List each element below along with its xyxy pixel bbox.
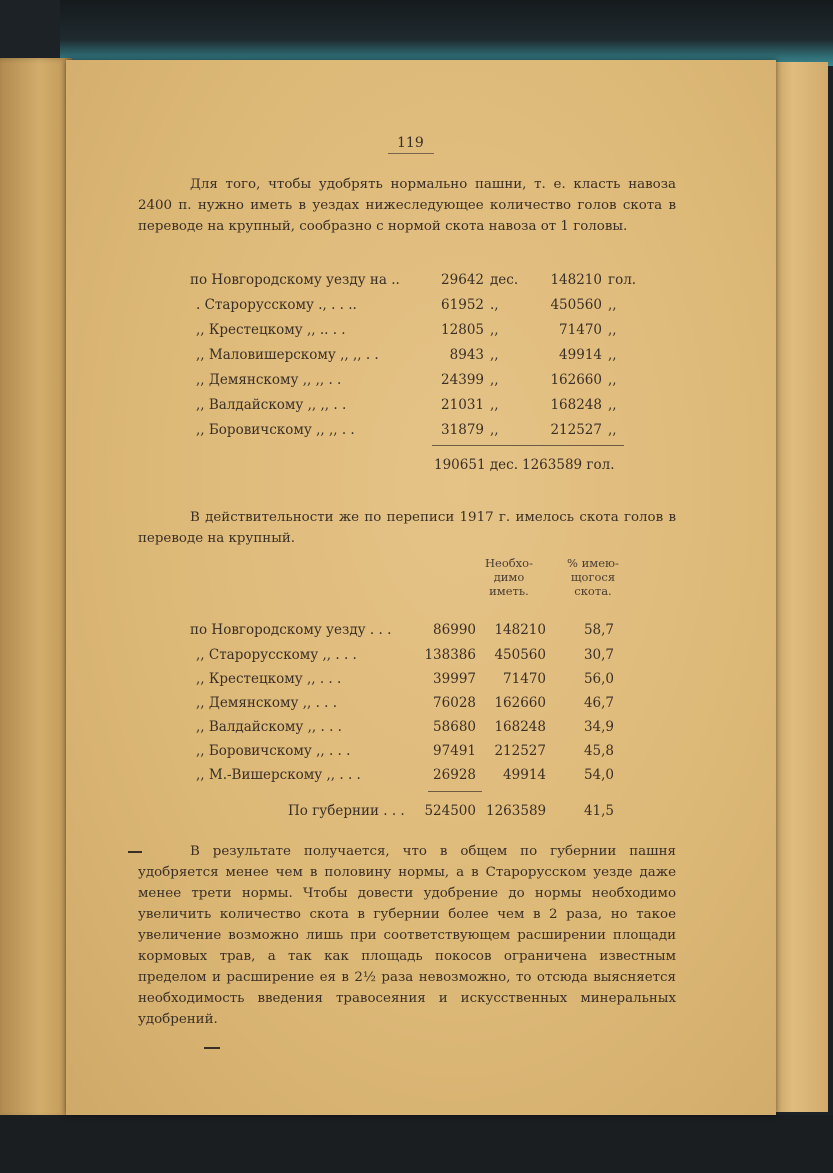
row-label: ,, М.-Вишерскому ,, . . . — [196, 767, 361, 783]
row-percent: 56,0 — [583, 671, 614, 687]
row-heads-unit: ,, — [608, 297, 617, 313]
book-binding-top — [60, 0, 833, 66]
row-label: ,, Маловишерскому ,, ,, . . — [196, 347, 379, 363]
background-bottom — [0, 1115, 833, 1173]
row-label: . Старорусскому ., . . .. — [196, 297, 357, 313]
row-area: 21031 — [441, 397, 484, 413]
table-total-area: 190651 дес. — [434, 457, 518, 473]
page-number: 119 — [397, 135, 424, 151]
row-area-unit: ,, — [490, 322, 499, 338]
row-percent: 54,0 — [583, 767, 614, 783]
row-have: 86990 — [433, 622, 476, 638]
table-total-percent: 41,5 — [583, 803, 614, 819]
row-have: 97491 — [433, 743, 476, 759]
row-percent: 30,7 — [583, 647, 614, 663]
row-heads: 148210 — [550, 272, 602, 288]
row-area: 12805 — [441, 322, 484, 338]
row-have: 39997 — [433, 671, 476, 687]
row-heads: 450560 — [550, 297, 602, 313]
margin-mark — [204, 1047, 220, 1049]
row-area-unit: дес. — [490, 272, 519, 288]
row-heads: 71470 — [559, 322, 602, 338]
row-have: 26928 — [433, 767, 476, 783]
row-label: ,, Демянскому ,, ,, . . — [196, 372, 342, 388]
row-area: 8943 — [449, 347, 484, 363]
column-header-percent: % имею- щогося скота. — [567, 556, 619, 598]
row-heads: 162660 — [550, 372, 602, 388]
row-label: ,, Крестецкому ,, . . . — [196, 671, 342, 687]
row-area-unit: ,, — [490, 347, 499, 363]
row-area-unit: ., — [490, 297, 499, 313]
row-label: ,, Боровичскому ,, . . . — [196, 743, 351, 759]
row-label: ,, Боровичскому ,, ,, . . — [196, 422, 355, 438]
table-total-label: По губернии . . . — [288, 803, 405, 819]
row-need: 450560 — [494, 647, 546, 663]
row-percent: 58,7 — [583, 622, 614, 638]
paragraph-conclusion: В результате получается, что в общем по губернии пашня удобряется менее чем в половину нормы, а в Старорусском уезде даже менее трети нормы. Чтобы довести удобрение до нормы необходимо увеличить количество скота в губернии более чем в 2 раза, но такое увеличение возможно лишь при соответствующем расширении площади кормовых трав, а так как площадь покосов ограничена известным пределом и расширение ея в 2½ раза невозможно, то отсюда выясняется необходимость введения травосеяния и искусственных минеральных удобрений. — [138, 844, 676, 1027]
table-total-rule — [428, 791, 482, 792]
row-percent: 45,8 — [583, 743, 614, 759]
row-have: 58680 — [433, 719, 476, 735]
column-header-needed: Необхо- димо иметь. — [485, 556, 533, 598]
row-label: ,, Валдайскому ,, ,, . . — [196, 397, 347, 413]
row-heads-unit: ,, — [608, 322, 617, 338]
row-heads-unit: ,, — [608, 422, 617, 438]
row-heads: 168248 — [550, 397, 602, 413]
row-area-unit: ,, — [490, 372, 499, 388]
row-label: ,, Валдайскому ,, . . . — [196, 719, 342, 735]
row-label: по Новгородскому уезду . . . — [190, 622, 392, 638]
row-need: 212527 — [494, 743, 546, 759]
page-number-underline — [388, 153, 434, 154]
row-heads-unit: гол. — [608, 272, 637, 288]
row-heads: 212527 — [550, 422, 602, 438]
row-heads: 49914 — [559, 347, 602, 363]
left-page-edge — [0, 58, 72, 1118]
row-area-unit: ,, — [490, 397, 499, 413]
row-need: 49914 — [503, 767, 546, 783]
row-need: 71470 — [503, 671, 546, 687]
row-have: 138386 — [424, 647, 476, 663]
row-heads-unit: ,, — [608, 397, 617, 413]
table-total-rule — [432, 445, 624, 446]
row-area: 61952 — [441, 297, 484, 313]
row-have: 76028 — [433, 695, 476, 711]
row-heads-unit: ,, — [608, 372, 617, 388]
row-area: 24399 — [441, 372, 484, 388]
row-percent: 34,9 — [583, 719, 614, 735]
row-percent: 46,7 — [583, 695, 614, 711]
right-page-edge — [770, 62, 828, 1112]
row-need: 168248 — [494, 719, 546, 735]
table-total-need: 1263589 — [486, 803, 547, 819]
row-area: 31879 — [441, 422, 484, 438]
row-area: 29642 — [441, 272, 484, 288]
row-heads-unit: ,, — [608, 347, 617, 363]
row-label: ,, Старорусскому ,, . . . — [196, 647, 357, 663]
row-label: ,, Крестецкому ,, .. . . — [196, 322, 346, 338]
row-label: по Новгородскому уезду на .. — [190, 272, 400, 288]
table-total-have: 524500 — [424, 803, 476, 819]
row-label: ,, Демянскому ,, . . . — [196, 695, 338, 711]
paragraph-intro: Для того, чтобы удобрять нормально пашни, т. е. класть навоза 2400 п. нужно иметь в уездах нижеследующее количество голов скота в переводе на крупный, сообразно с нормой скота навоза от 1 головы. — [138, 177, 676, 234]
paragraph-census: В действительности же по переписи 1917 г. имелось скота голов в переводе на крупный. — [138, 510, 676, 546]
row-area-unit: ,, — [490, 422, 499, 438]
row-need: 148210 — [494, 622, 546, 638]
row-need: 162660 — [494, 695, 546, 711]
table-total-heads: 1263589 гол. — [522, 457, 615, 473]
